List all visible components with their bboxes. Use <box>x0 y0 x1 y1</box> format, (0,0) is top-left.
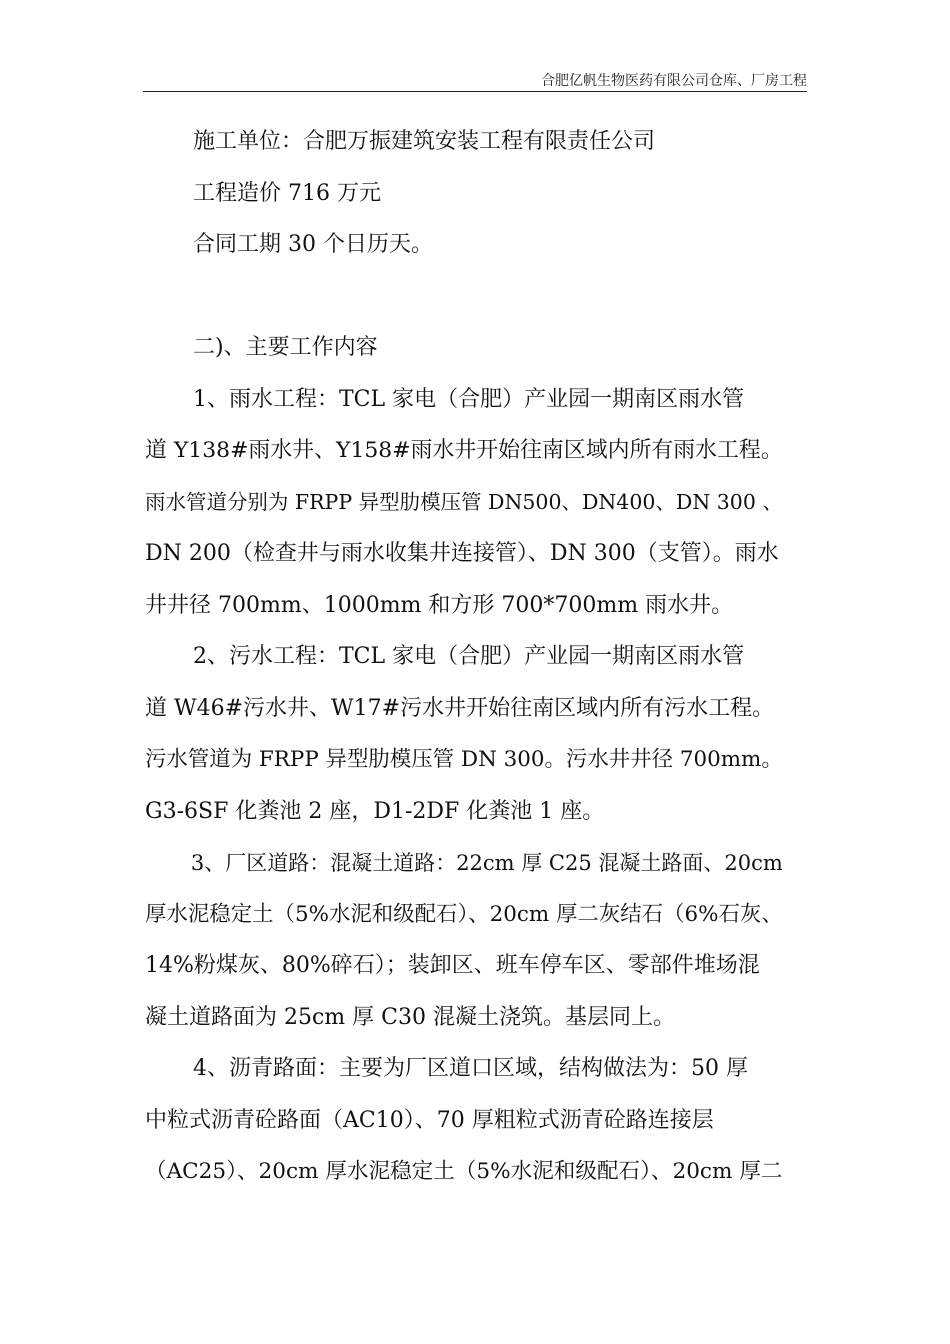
paragraph-line: 厚水泥稳定土（5%水泥和级配石）、20cm 厚二灰结石（6%石灰、 <box>145 901 783 927</box>
construction-unit-line: 施工单位：合肥万振建筑安装工程有限责任公司 <box>193 129 656 154</box>
section-heading: 二)、主要工作内容 <box>193 335 378 360</box>
paragraph-line: （AC25）、20cm 厚水泥稳定土（5%水泥和级配石）、20cm 厚二 <box>145 1159 783 1184</box>
running-header: 合肥亿帆生物医药有限公司仓库、厂房工程 <box>541 73 807 89</box>
body-text <box>145 116 785 1198</box>
paragraph-line: 4、沥青路面：主要为厂区道口区域，结构做法为：50 厚 <box>193 1056 748 1081</box>
paragraph-line: 1、雨水工程：TCL 家电（合肥）产业园一期南区雨水管 <box>193 386 745 412</box>
paragraph-line: 井井径 700mm、1000mm 和方形 700*700mm 雨水井。 <box>145 592 734 618</box>
paragraph-line: DN 200（检查井与雨水收集井连接管）、DN 300（支管）。雨水 <box>145 541 779 566</box>
paragraph-line: 中粒式沥青砼路面（AC10）、70 厚粗粒式沥青砼路连接层 <box>145 1107 714 1133</box>
blank-line <box>145 271 785 323</box>
paragraph-line: 3、厂区道路：混凝土道路：22cm 厚 C25 混凝土路面、20cm <box>190 850 783 875</box>
paragraph-line: 雨水管道分别为 FRPP 异型肋模压管 DN500、DN400、DN 300 、 <box>145 489 783 514</box>
paragraph-line: 道 W46#污水井、W17#污水井开始往南区域内所有污水工程。 <box>145 695 775 721</box>
project-cost-line: 工程造价 716 万元 <box>193 180 381 206</box>
paragraph-line: 污水管道为 FRPP 异型肋模压管 DN 300。污水井井径 700mm。 <box>145 747 783 772</box>
paragraph-line: 道 Y138#雨水井、Y158#雨水井开始往南区域内所有雨水工程。 <box>145 438 783 463</box>
paragraph-line: 2、污水工程：TCL 家电（合肥）产业园一期南区雨水管 <box>193 644 745 669</box>
paragraph-line: G3-6SF 化粪池 2 座，D1-2DF 化粪池 1 座。 <box>145 798 605 824</box>
paragraph-line: 凝土道路面为 25cm 厚 C30 混凝土浇筑。基层同上。 <box>145 1004 675 1030</box>
contract-period-line: 合同工期 30 个日历天。 <box>193 232 433 257</box>
paragraph-line: 14%粉煤灰、80%碎石）；装卸区、班车停车区、零部件堆场混 <box>145 953 760 978</box>
header-rule <box>143 91 807 92</box>
